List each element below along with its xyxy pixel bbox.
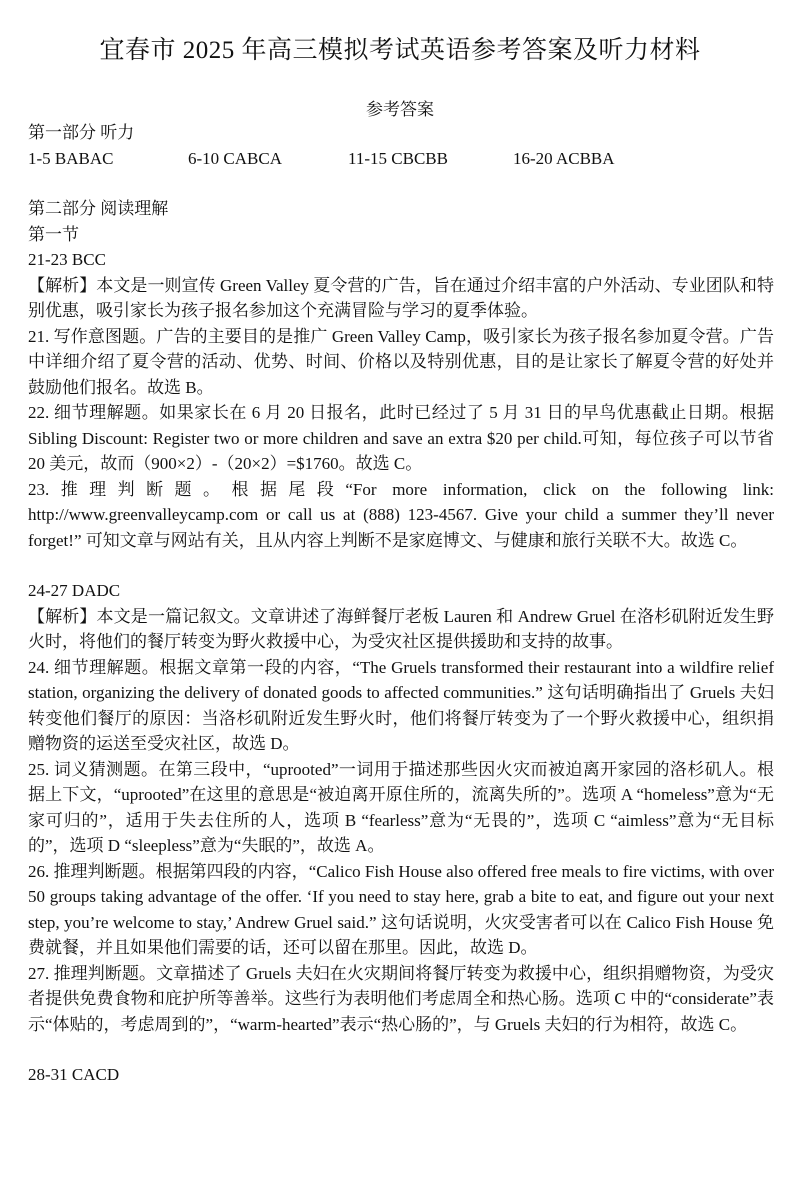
spacer bbox=[28, 1037, 774, 1062]
question-24-explanation: 24. 细节理解题。根据文章第一段的内容，“The Gruels transformed their restaurant into a wildfire relief station, organizing the delivery of donated goods to affected communities.” 这句话明确指出了 Gruels 夫妇转变他们餐厅的原因：当洛杉矶附近发生野火时，他们将餐厅转变为了一个野火救援中心，组织捐赠物资的运送至受灾社区，故选 D。 bbox=[28, 657, 774, 753]
part2-heading: 第二部分 阅读理解 bbox=[28, 199, 169, 218]
question-23-explanation: 23.推理判断题。根据尾段“For more information, click on the following link: http://www.greenvalleycamp.com or call us at (888) 123-4567. Give your child a summer they’ll never forget!” 可知文章与网站有关，且从内容上判断不是家庭博文、与健康和旅行关联不大。故选 C。 bbox=[28, 479, 774, 550]
question-26-explanation: 26. 推理判断题。根据第四段的内容，“Calico Fish House also offered free meals to fire victims, with over 50 groups taking advantage of the offer. ‘If you need to stay here, grab a bite to eat, and figure out your next step, you’re welcome to stay,’ Andrew Gruel said.” 这句话说明，火灾受害者可以在 Calico Fish House 免费就餐，并且如果他们需要的话，还可以留在那里。因此，故选 D。 bbox=[28, 861, 774, 957]
question-22-explanation: 22. 细节理解题。如果家长在 6 月 20 日报名，此时已经过了 5 月 31 日的早鸟优惠截止日期。根据 Sibling Discount: Register two or more children and save an extra $20 per child.可知，每位孩子可以节省 20 美元，故而（900×2）-（20×2）=$1760。故选 C。 bbox=[28, 403, 774, 473]
document-body bbox=[28, 120, 774, 1088]
question-27-explanation: 27. 推理判断题。文章描述了 Gruels 夫妇在火灾期间将餐厅转变为救援中心，组织捐赠物资，为受灾者提供免费食物和庇护所等善举。这些行为表明他们考虑周全和热心肠。选项 C 中的“considerate”表示“体贴的，考虑周到的”，“warm-hearted”表示“热心肠的”，与 Gruels 夫妇的行为相符，故选 C。 bbox=[28, 963, 774, 1034]
spacer bbox=[28, 553, 774, 578]
answers-11-15: 11-15 CBCBB bbox=[348, 148, 448, 168]
question-25-explanation: 25. 词义猜测题。在第三段中，“uprooted”一词用于描述那些因火灾而被迫离开家园的洛杉矶人。根据上下文，“uprooted”在这里的意思是“被迫离开原住所的，流离失所的”。选项 A “homeless”意为“无家可归的”，适用于失去住所的人，选项 B “fearless”意为“无畏的”，选项 C “aimless”意为“无目标的”，选项 D “sleepless”意为“失眠的”，故选 A。 bbox=[28, 759, 774, 855]
section-heading: 第一节 bbox=[28, 224, 79, 244]
group-a-analysis: 【解析】本文是一则宣传 Green Valley 夏令营的广告，旨在通过介绍丰富的户外活动、专业团队和特别优惠，吸引家长为孩子报名参加这个充满冒险与学习的夏季体验。 bbox=[28, 275, 774, 320]
group-c-key: 28-31 CACD bbox=[28, 1065, 120, 1084]
answers-16-20: 16-20 ACBBA bbox=[513, 148, 615, 168]
group-b-analysis: 【解析】本文是一篇记叙文。文章讲述了海鲜餐厅老板 Lauren 和 Andrew Gruel 在洛杉矶附近发生野火时，将他们的餐厅转变为野火救援中心，为受灾社区提供援助和支持的故事。 bbox=[28, 606, 774, 651]
answers-1-5: 1-5 BABAC bbox=[28, 148, 114, 168]
page-title: 宜春市 2025 年高三模拟考试英语参考答案及听力材料 bbox=[99, 37, 701, 64]
spacer bbox=[28, 171, 774, 196]
question-21-explanation: 21. 写作意图题。广告的主要目的是推广 Green Valley Camp，吸引家长为孩子报名参加夏令营。广告中详细介绍了夏令营的活动、优势、时间、价格以及特别优惠，目的是让家长了解夏令营的好处并鼓励他们报名。故选 B。 bbox=[28, 326, 774, 397]
listening-answers bbox=[28, 146, 774, 172]
group-a-key: 21-23 BCC bbox=[28, 250, 106, 269]
answers-6-10: 6-10 CABCA bbox=[188, 148, 282, 168]
group-b-key: 24-27 DADC bbox=[28, 581, 121, 600]
part1-heading: 第一部分 听力 bbox=[28, 123, 135, 142]
page-subtitle: 参考答案 bbox=[366, 100, 434, 119]
